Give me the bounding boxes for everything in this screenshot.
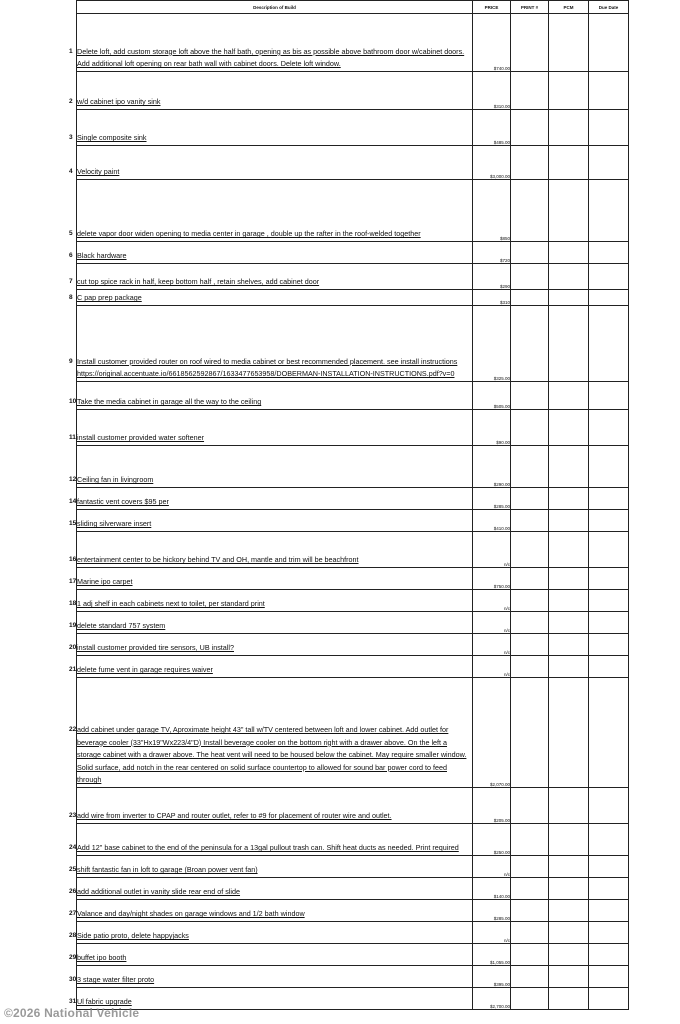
row-print — [511, 656, 549, 678]
row-number: 18 — [69, 600, 77, 608]
table-row — [77, 446, 629, 488]
row-description-cell — [69, 146, 473, 180]
row-due-date — [589, 988, 629, 1010]
row-price: $285.00 — [473, 900, 511, 922]
row-number: 27 — [69, 910, 77, 918]
row-due-date — [589, 878, 629, 900]
row-description-cell — [69, 488, 473, 510]
row-pcm — [549, 242, 589, 264]
row-description-cell — [69, 180, 473, 242]
row-description: Single composite sink — [77, 133, 147, 143]
row-number: 10 — [69, 398, 77, 406]
row-number: 30 — [69, 976, 77, 984]
row-due-date — [589, 306, 629, 382]
row-description: install customer provided water softener — [77, 433, 205, 443]
row-price: $1,055.00 — [473, 944, 511, 966]
table-row — [77, 678, 629, 788]
row-description-cell — [69, 532, 473, 568]
row-description: Velocity paint — [77, 167, 120, 177]
row-print — [511, 242, 549, 264]
table-row — [77, 656, 629, 678]
row-price: $325.00 — [473, 306, 511, 382]
table-row — [77, 988, 629, 1010]
row-pcm — [549, 568, 589, 590]
row-pcm — [549, 966, 589, 988]
row-due-date — [589, 290, 629, 306]
table-row — [77, 110, 629, 146]
row-price: n/c — [473, 634, 511, 656]
row-pcm — [549, 944, 589, 966]
row-pcm — [549, 590, 589, 612]
row-print — [511, 264, 549, 290]
row-due-date — [589, 966, 629, 988]
row-due-date — [589, 900, 629, 922]
header-print: PRINT # — [511, 1, 549, 14]
table-row — [77, 180, 629, 242]
row-number: 21 — [69, 666, 77, 674]
row-due-date — [589, 590, 629, 612]
row-price: $310.00 — [473, 72, 511, 110]
row-print — [511, 306, 549, 382]
row-description: Ul fabric upgrade — [77, 997, 132, 1007]
header-description: Description of Build — [77, 1, 473, 14]
table-row — [77, 72, 629, 110]
row-print — [511, 510, 549, 532]
row-description: w/d cabinet ipo vanity sink — [77, 97, 161, 107]
row-number: 9 — [69, 357, 73, 365]
row-print — [511, 382, 549, 410]
row-price: $2,070.00 — [473, 678, 511, 788]
row-number: 19 — [69, 622, 77, 630]
row-price: $285.00 — [473, 488, 511, 510]
row-print — [511, 532, 549, 568]
row-price: n/c — [473, 612, 511, 634]
row-description-cell — [69, 410, 473, 446]
row-description-cell — [69, 966, 473, 988]
row-description-cell — [69, 14, 473, 72]
row-pcm — [549, 446, 589, 488]
row-description-cell — [69, 382, 473, 410]
row-number: 23 — [69, 812, 77, 820]
row-pcm — [549, 532, 589, 568]
table-row — [77, 966, 629, 988]
row-description: delete vapor door widen opening to media center in garage , double up the rafter in the roof-welded together — [77, 229, 421, 239]
row-due-date — [589, 488, 629, 510]
row-print — [511, 410, 549, 446]
row-pcm — [549, 410, 589, 446]
row-due-date — [589, 446, 629, 488]
row-pcm — [549, 856, 589, 878]
row-description: C pap prep package — [77, 293, 142, 303]
row-description: Valance and day/night shades on garage windows and 1/2 bath window — [77, 909, 305, 919]
row-description: Take the media cabinet in garage all the way to the ceiling — [77, 397, 262, 407]
row-pcm — [549, 146, 589, 180]
row-description-cell — [69, 856, 473, 878]
row-description: Side patio proto, delete happyjacks — [77, 931, 189, 941]
row-number: 16 — [69, 556, 77, 564]
row-pcm — [549, 900, 589, 922]
row-number: 4 — [69, 168, 73, 176]
row-price: $250.00 — [473, 824, 511, 856]
row-price: $205.00 — [473, 788, 511, 824]
row-due-date — [589, 788, 629, 824]
row-price: $410.00 — [473, 510, 511, 532]
row-print — [511, 72, 549, 110]
row-due-date — [589, 678, 629, 788]
row-description: Ceiling fan in livingroom — [77, 475, 154, 485]
row-print — [511, 14, 549, 72]
row-pcm — [549, 290, 589, 306]
row-number: 20 — [69, 644, 77, 652]
row-description-cell — [69, 944, 473, 966]
table-row — [77, 242, 629, 264]
row-number: 28 — [69, 932, 77, 940]
row-description: add cabinet under garage TV, Aproximate height 43" tall w/TV centered between loft and lower cabinet. Add outlet for beverage cooler (33"Hx19"Wx223/4"D) Install beverage cooler on the bottom right with a drawer above. On the left a storage cabinet with a drawer above. The heat vent will need to be housed below the cabinet. May require smaller window. Solid surface, add notch in the rear centered on solid surface countertop to allowed for sound bar power cord to feed through — [77, 725, 467, 785]
row-description-cell — [69, 290, 473, 306]
row-description-cell — [69, 306, 473, 382]
row-due-date — [589, 146, 629, 180]
row-print — [511, 568, 549, 590]
row-print — [511, 488, 549, 510]
watermark: ©2026 National Vehicle — [4, 1006, 140, 1020]
row-description: delete standard 757 system — [77, 621, 166, 631]
row-due-date — [589, 856, 629, 878]
row-pcm — [549, 180, 589, 242]
row-due-date — [589, 612, 629, 634]
row-description: 1 adj shelf in each cabinets next to toilet, per standard print — [77, 599, 265, 609]
table-row — [77, 290, 629, 306]
row-number: 24 — [69, 844, 77, 852]
row-print — [511, 590, 549, 612]
row-due-date — [589, 110, 629, 146]
row-description: Install customer provided router on roof wired to media cabinet or best recommended placement. see install instructions https://original.accentuate.io/6618562592867/1633477653958/DOBERMAN-INSTALLATION-INSTRUCTIONS.pdf?v=0 — [77, 356, 458, 379]
row-description-cell — [69, 242, 473, 264]
row-due-date — [589, 922, 629, 944]
row-due-date — [589, 410, 629, 446]
row-pcm — [549, 488, 589, 510]
row-number: 26 — [69, 888, 77, 896]
row-description: add additional outlet in vanity slide rear end of slide — [77, 887, 241, 897]
row-pcm — [549, 988, 589, 1010]
table-row — [77, 532, 629, 568]
row-due-date — [589, 264, 629, 290]
row-due-date — [589, 180, 629, 242]
table-row — [77, 14, 629, 72]
row-number: 8 — [69, 294, 73, 302]
row-description: entertainment center to be hickory behind TV and OH, mantle and trim will be beachfront — [77, 555, 359, 565]
row-description-cell — [69, 900, 473, 922]
row-price: $740.00 — [473, 14, 511, 72]
header-due-date: Due Date — [589, 1, 629, 14]
row-number: 7 — [69, 278, 73, 286]
row-due-date — [589, 824, 629, 856]
table-row — [77, 568, 629, 590]
row-due-date — [589, 532, 629, 568]
row-number: 6 — [69, 252, 73, 260]
row-due-date — [589, 510, 629, 532]
row-pcm — [549, 656, 589, 678]
row-pcm — [549, 72, 589, 110]
row-pcm — [549, 922, 589, 944]
row-description-cell — [69, 72, 473, 110]
row-description: Marine ipo carpet — [77, 577, 133, 587]
row-price: $2,700.00 — [473, 988, 511, 1010]
row-price: $485.00 — [473, 110, 511, 146]
row-print — [511, 900, 549, 922]
row-price: n/c — [473, 856, 511, 878]
build-table — [69, 0, 629, 1010]
row-price: n/c — [473, 922, 511, 944]
row-print — [511, 634, 549, 656]
row-description: add wire from inverter to CPAP and router outlet, refer to #9 for placement of router wire and outlet. — [77, 811, 392, 821]
row-description: Delete loft, add custom storage loft above the half bath, opening as bis as possible above bathroom door w/cabinet doors. Add additional loft opening on rear bath wall with cabinet doors. Delete loft window. — [77, 46, 465, 69]
row-number: 31 — [69, 998, 77, 1006]
row-pcm — [549, 824, 589, 856]
row-price: $90.00 — [473, 410, 511, 446]
row-due-date — [589, 568, 629, 590]
row-number: 2 — [69, 98, 73, 106]
table-row — [77, 944, 629, 966]
row-description: fantastic vent covers $95 per — [77, 497, 169, 507]
table-row — [77, 878, 629, 900]
row-number: 1 — [69, 47, 73, 55]
row-due-date — [589, 656, 629, 678]
row-print — [511, 966, 549, 988]
row-number: 3 — [69, 134, 73, 142]
row-description-cell — [69, 656, 473, 678]
row-pcm — [549, 110, 589, 146]
row-description-cell — [69, 446, 473, 488]
row-pcm — [549, 14, 589, 72]
row-price: n/c — [473, 532, 511, 568]
row-description: Add 12" base cabinet to the end of the peninsula for a 13gal pullout trash can. Shift heat ducts as needed. Print required — [77, 843, 459, 853]
row-number: 12 — [69, 476, 77, 484]
row-print — [511, 290, 549, 306]
row-price: $505.00 — [473, 382, 511, 410]
table-row — [77, 382, 629, 410]
row-description-cell — [69, 788, 473, 824]
row-due-date — [589, 634, 629, 656]
row-description-cell — [69, 678, 473, 788]
row-pcm — [549, 878, 589, 900]
row-pcm — [549, 788, 589, 824]
header-pcm: PCM — [549, 1, 589, 14]
row-description: Black hardware — [77, 251, 127, 261]
row-price: $850 — [473, 180, 511, 242]
row-number: 25 — [69, 866, 77, 874]
row-description-cell — [69, 110, 473, 146]
row-print — [511, 878, 549, 900]
row-print — [511, 824, 549, 856]
row-print — [511, 856, 549, 878]
row-number: 14 — [69, 498, 77, 506]
header-row — [77, 1, 629, 14]
row-price: n/c — [473, 590, 511, 612]
row-pcm — [549, 612, 589, 634]
row-print — [511, 180, 549, 242]
row-price: $720 — [473, 242, 511, 264]
row-description-cell — [69, 264, 473, 290]
row-price: $3,000.00 — [473, 146, 511, 180]
row-price: n/c — [473, 656, 511, 678]
row-description: 3 stage water filter proto — [77, 975, 155, 985]
table-row — [77, 306, 629, 382]
row-price: $290.00 — [473, 446, 511, 488]
table-row — [77, 488, 629, 510]
row-due-date — [589, 944, 629, 966]
row-pcm — [549, 510, 589, 532]
row-due-date — [589, 382, 629, 410]
row-description: buffet ipo booth — [77, 953, 127, 963]
row-print — [511, 988, 549, 1010]
table-row — [77, 146, 629, 180]
row-description-cell — [69, 510, 473, 532]
row-number: 5 — [69, 230, 73, 238]
row-price: $395.00 — [473, 966, 511, 988]
table-row — [77, 900, 629, 922]
table-row — [77, 510, 629, 532]
row-print — [511, 612, 549, 634]
row-due-date — [589, 72, 629, 110]
table-row — [77, 410, 629, 446]
row-print — [511, 922, 549, 944]
row-number: 22 — [69, 726, 77, 734]
row-description-cell — [69, 824, 473, 856]
row-price: $290 — [473, 264, 511, 290]
row-description: sliding silverware insert — [77, 519, 152, 529]
row-pcm — [549, 382, 589, 410]
row-price: $140.00 — [473, 878, 511, 900]
header-price: PRICE — [473, 1, 511, 14]
row-description-cell — [69, 612, 473, 634]
row-print — [511, 678, 549, 788]
row-description: install customer provided tire sensors, UB install? — [77, 643, 234, 653]
row-pcm — [549, 264, 589, 290]
row-description-cell — [69, 878, 473, 900]
row-description: shift fantastic fan in loft to garage (Broan power vent fan) — [77, 865, 258, 875]
row-pcm — [549, 634, 589, 656]
table-row — [77, 264, 629, 290]
row-number: 29 — [69, 954, 77, 962]
table-row — [77, 612, 629, 634]
table-row — [77, 788, 629, 824]
row-description-cell — [69, 590, 473, 612]
row-description: delete fume vent in garage requires waiver — [77, 665, 213, 675]
table-row — [77, 856, 629, 878]
row-description-cell — [69, 634, 473, 656]
row-description-cell — [69, 922, 473, 944]
row-pcm — [549, 306, 589, 382]
row-print — [511, 788, 549, 824]
row-print — [511, 146, 549, 180]
row-price: $310 — [473, 290, 511, 306]
row-print — [511, 446, 549, 488]
row-description: cut top spice rack in half, keep bottom half , retain shelves, add cabinet door — [77, 277, 320, 287]
table-row — [77, 824, 629, 856]
row-number: 15 — [69, 520, 77, 528]
row-description-cell — [69, 568, 473, 590]
row-price: $750.00 — [473, 568, 511, 590]
row-print — [511, 110, 549, 146]
row-print — [511, 944, 549, 966]
row-number: 11 — [69, 434, 76, 442]
table-row — [77, 634, 629, 656]
table-row — [77, 590, 629, 612]
row-pcm — [549, 678, 589, 788]
row-due-date — [589, 14, 629, 72]
row-number: 17 — [69, 578, 77, 586]
row-due-date — [589, 242, 629, 264]
table-row — [77, 922, 629, 944]
